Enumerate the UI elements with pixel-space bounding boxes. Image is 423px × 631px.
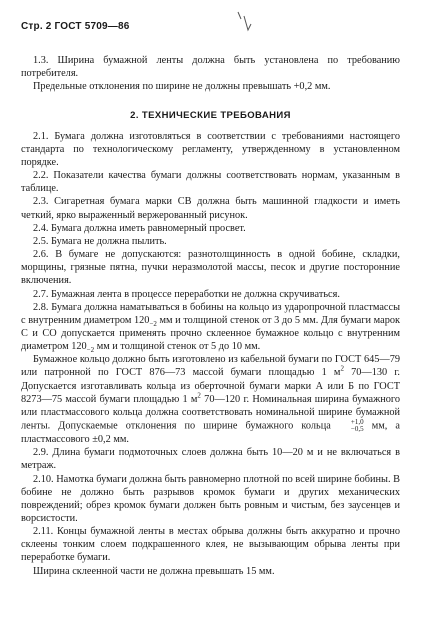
paragraph-2-6: 2.6. В бумаге не допускаются: разнотолщинность в одной бобине, складки, морщины, грязные пятна, пучки неразмолотой массы, песок и другие посторонние включения.	[21, 249, 400, 287]
paragraph-1-3: 1.3. Ширина бумажной ленты должна быть установлена по требованию потребителя.	[21, 55, 400, 80]
paragraph-1-3-tolerance: Предельные отклонения по ширине не должны превышать +0,2 мм.	[33, 81, 331, 93]
handwritten-mark	[235, 10, 253, 34]
page-header: Стр. 2 ГОСТ 5709—86	[21, 21, 130, 32]
paragraph-2-11-width: Ширина склеенной части не должна превышать 15 мм.	[33, 565, 275, 577]
paragraph-2-5: 2.5. Бумага не должна пылить.	[33, 235, 167, 247]
document-body	[21, 54, 400, 578]
paragraph-2-8: 2.8. Бумага должна наматываться в бобины на кольцо из ударопрочной пластмассы с внутренним диаметром $120_{-2}$ мм и толщиной стенок от 3 до 5 мм. Для бумаги марок С и СО допускается применять прочно склеенное бумажное кольцо с внутренним диаметром $120_{-2}$ мм и толщиной стенок от 5 до 10 мм.	[21, 301, 400, 355]
paragraph-2-7: 2.7. Бумажная лента в процессе переработки не должна скручиваться.	[33, 288, 340, 300]
paragraph-2-4: 2.4. Бумага должна иметь равномерный просвет.	[33, 222, 246, 234]
section-title: 2. ТЕХНИЧЕСКИЕ ТРЕБОВАНИЯ	[130, 110, 291, 122]
paragraph-2-1: 2.1. Бумага должна изготовляться в соответствии с требованиями настоящего стандарта по технологическому регламенту, утвержденному в установленном порядке.	[21, 130, 400, 168]
paragraph-2-3: 2.3. Сигаретная бумага марки СВ должна быть машинной гладкости и иметь четкий, ярко выраженный вержерованный рисунок.	[21, 196, 400, 221]
paragraph-2-10: 2.10. Намотка бумаги должна быть равномерно плотной по всей ширине бобины. В бобине не должно быть разрывов кромок бумаги и других механических повреждений; обрез кромок бумаги должен быть ровным и чистым, без заусенцев и ворсистости.	[21, 473, 400, 524]
paragraph-2-11: 2.11. Концы бумажной ленты в местах обрыва должны быть аккуратно и прочно склеены тонким слоем подкрашенного клея, не вызывающим обрыва ленты при переработке бумаги.	[21, 526, 400, 564]
paragraph-2-9: 2.9. Длина бумаги подмоточных слоев должна быть 10—20 м и не включаться в метраж.	[21, 447, 400, 472]
paragraph-2-8-ring: Бумажное кольцо должно быть изготовлено из кабельной бумаги по ГОСТ 645—79 или патронной по ГОСТ 876—73 массой бумаги площадью 1 $м^2$ 70—130 г. Допускается изготавливать кольца из оберточной бумаги марки А или Б по ГОСТ 8273—75 массой бумаги площадью 1 $м^2$ 70—120 г. Номинальная ширина бумажного или пластмассового кольца должна соответствовать номинальной ширине бумажной ленты. Допускаемые отклонения по ширине бумажного кольца +1,0 −0,5 мм, а пластмассового ±0,2 мм.	[21, 354, 400, 446]
tolerance-stack: +1,0 −0,5	[350, 418, 364, 434]
paragraph-2-2: 2.2. Показатели качества бумаги должны соответствовать нормам, указанным в таблице.	[21, 170, 400, 195]
